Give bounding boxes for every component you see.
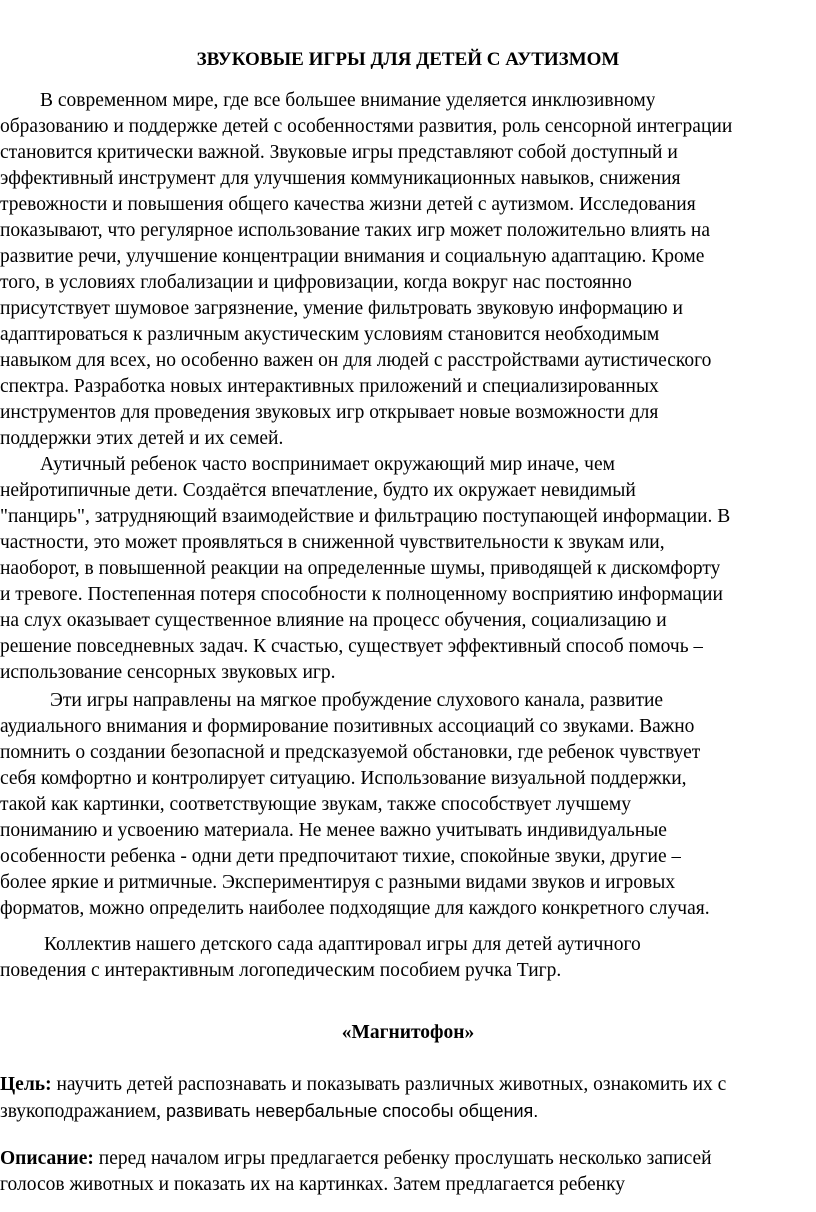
paragraph-line: особенности ребенка - одни дети предпочитают тихие, спокойные звуки, другие – (0, 846, 682, 867)
paragraph-line: В современном мире, где все большее внимание уделяется инклюзивному (40, 90, 656, 111)
paragraph-line: тревожности и повышения общего качества жизни детей с аутизмом. Исследования (0, 194, 696, 215)
paragraph-line: аудиального внимания и формирование позитивных ассоциаций со звуками. Важно (0, 716, 695, 737)
goal-line-1 (0, 1072, 726, 1098)
paragraph-line: эффективный инструмент для улучшения коммуникационных навыков, снижения (0, 168, 681, 189)
game-title: «Магнитофон» (341, 1022, 475, 1043)
goal-text: звукоподражанием, (0, 1101, 162, 1122)
paragraph-line: решение повседневных задач. К счастью, существует эффективный способ помочь – (0, 636, 704, 657)
paragraph-line: развитие речи, улучшение концентрации внимания и социальную адаптацию. Кроме (0, 246, 705, 267)
paragraph-line: форматов, можно определить наиболее подходящие для каждого конкретного случая. (0, 898, 710, 919)
paragraph-line: того, в условиях глобализации и цифровизации, когда вокруг нас постоянно (0, 272, 632, 293)
paragraph-line: инструментов для проведения звуковых игр открывает новые возможности для (0, 402, 659, 423)
paragraph-line: и тревоге. Постепенная потеря способности к полноценному восприятию информации (0, 584, 723, 605)
description-text: перед началом игры предлагается ребенку прослушать несколько записей (93, 1148, 712, 1169)
paragraph-line: более яркие и ритмичные. Экспериментируя с разными видами звуков и игровых (0, 872, 676, 893)
paragraph-line: такой как картинки, соответствующие звукам, также способствует лучшему (0, 794, 631, 815)
goal-line-2 (0, 1098, 538, 1124)
goal-text: научить детей распознавать и показывать различных животных, ознакомить их с (51, 1074, 727, 1095)
description-label: Описание: (0, 1148, 94, 1169)
paragraph-line: Аутичный ребенок часто воспринимает окружающий мир иначе, чем (40, 454, 615, 475)
paragraph-line: наоборот, в повышенной реакции на определенные шумы, приводящей к дискомфорту (0, 558, 721, 579)
paragraph-line: Эти игры направлены на мягкое пробуждение слухового канала, развитие (50, 690, 664, 711)
paragraph-line: поддержки этих детей и их семей. (0, 428, 284, 449)
paragraph-line: "панцирь", затрудняющий взаимодействие и фильтрацию поступающей информации. В (0, 506, 731, 527)
paragraph-line: частности, это может проявляться в сниженной чувствительности к звукам или, (0, 532, 665, 553)
paragraph-line: присутствует шумовое загрязнение, умение фильтровать звуковую информацию и (0, 298, 683, 319)
paragraph-line: использование сенсорных звуковых игр. (0, 662, 336, 683)
goal-label: Цель: (0, 1074, 52, 1095)
description-line-2: голосов животных и показать их на картинках. Затем предлагается ребенку (0, 1174, 626, 1195)
paragraph-line: поведения с интерактивным логопедическим пособием ручка Тигр. (0, 960, 562, 981)
paragraph-line: показывают, что регулярное использование таких игр может положительно влиять на (0, 220, 710, 241)
document-title: ЗВУКОВЫЕ ИГРЫ ДЛЯ ДЕТЕЙ С АУТИЗМОМ (196, 49, 620, 70)
paragraph-line: Коллектив нашего детского сада адаптировал игры для детей аутичного (44, 934, 641, 955)
description-line-1 (0, 1146, 712, 1172)
paragraph-line: навыком для всех, но особенно важен он для людей с расстройствами аутистического (0, 350, 712, 371)
paragraph-line: помнить о создании безопасной и предсказуемой обстановки, где ребенок чувствует (0, 742, 701, 763)
paragraph-line: образованию и поддержке детей с особенностями развития, роль сенсорной интеграции (0, 116, 733, 137)
paragraph-line: адаптироваться к различным акустическим условиям становится необходимым (0, 324, 660, 345)
paragraph-line: становится критически важной. Звуковые игры представляют собой доступный и (0, 142, 678, 163)
paragraph-line: спектра. Разработка новых интерактивных приложений и специализированных (0, 376, 659, 397)
paragraph-line: пониманию и усвоению материала. Не менее важно учитывать индивидуальные (0, 820, 667, 841)
goal-text-sans: развивать невербальные способы общения. (161, 1101, 539, 1121)
paragraph-line: на слух оказывает существенное влияние на процесс обучения, социализацию и (0, 610, 667, 631)
paragraph-line: нейротипичные дети. Создаётся впечатление, будто их окружает невидимый (0, 480, 636, 501)
paragraph-line: себя комфортно и контролирует ситуацию. Использование визуальной поддержки, (0, 768, 687, 789)
